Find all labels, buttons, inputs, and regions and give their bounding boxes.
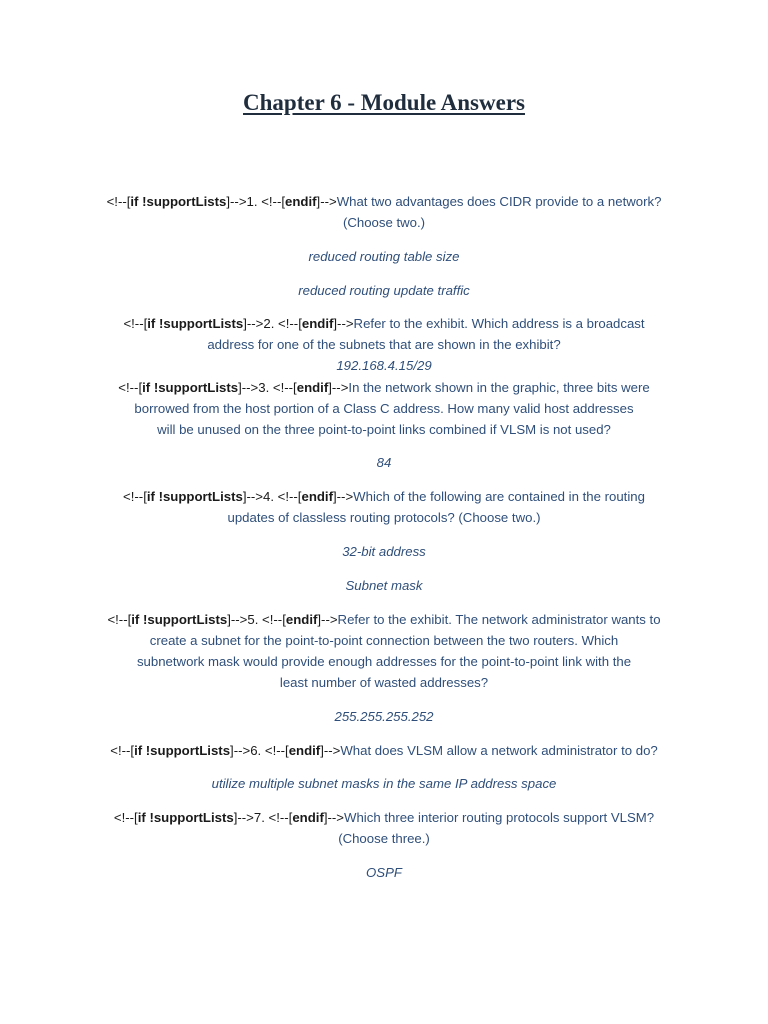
comment-condition: endif: [285, 194, 317, 209]
comment-close: ]-->: [233, 810, 254, 825]
comment-open: <!--[: [274, 316, 302, 331]
question-line: [0, 807, 768, 828]
page-title-text: Chapter 6 - Module Answers: [243, 90, 525, 115]
question-line: [0, 507, 768, 528]
question-text: What two advantages does CIDR provide to a network?: [336, 194, 662, 209]
question-block: [0, 191, 768, 233]
conditional-comment-prefix: [123, 316, 353, 331]
question-line: [0, 672, 768, 693]
question-line: [0, 740, 768, 761]
question-text: Refer to the exhibit. The network administrator wants to: [337, 612, 661, 627]
comment-condition: if !supportLists: [134, 743, 231, 758]
comment-condition: if !supportLists: [131, 612, 228, 627]
answer-block: [0, 541, 768, 562]
question-text: create a subnet for the point-to-point connection between the two routers. Which: [149, 633, 619, 648]
comment-open: <!--[: [257, 194, 286, 209]
comment-condition: endif: [296, 380, 329, 395]
question-line: [0, 486, 768, 507]
comment-condition: if !supportLists: [146, 489, 243, 504]
comment-condition: if !supportLists: [142, 380, 239, 395]
comment-open: <!--[: [106, 194, 131, 209]
answer-line: [0, 246, 768, 267]
answer-text: OSPF: [366, 865, 402, 880]
answer-block: [0, 246, 768, 267]
question-text: (Choose three.): [338, 831, 430, 846]
comment-open: <!--[: [274, 489, 302, 504]
question-number: 7.: [253, 810, 265, 825]
conditional-comment-prefix: [118, 380, 348, 395]
comment-open: <!--[: [258, 612, 286, 627]
answer-line: [0, 575, 768, 596]
question-block: [0, 740, 768, 761]
answer-line: [0, 452, 768, 473]
comment-condition: endif: [301, 316, 334, 331]
comment-open: <!--[: [113, 810, 138, 825]
question-text: Refer to the exhibit. Which address is a broadcast: [353, 316, 645, 331]
conditional-comment-prefix: [107, 612, 337, 627]
comment-open: <!--[: [123, 316, 148, 331]
comment-condition: if !supportLists: [130, 194, 227, 209]
question-line: [0, 828, 768, 849]
comment-open: <!--[: [107, 612, 132, 627]
comment-close: ]-->: [316, 194, 337, 209]
answer-text: reduced routing table size: [308, 249, 460, 264]
comment-close: ]-->: [333, 489, 354, 504]
question-number: 1.: [246, 194, 258, 209]
question-number: 4.: [263, 489, 274, 504]
comment-open: <!--[: [261, 743, 289, 758]
comment-close: ]-->: [323, 810, 345, 825]
question-line: [0, 377, 768, 398]
answer-text: Subnet mask: [345, 578, 423, 593]
answer-block: [0, 355, 768, 376]
comment-close: ]-->: [230, 743, 251, 758]
conditional-comment-prefix: [110, 743, 340, 758]
question-block: [0, 609, 768, 693]
comment-condition: if !supportLists: [137, 810, 234, 825]
question-number: 5.: [247, 612, 259, 627]
question-block: [0, 377, 768, 440]
question-text: (Choose two.): [342, 215, 426, 230]
answer-block: [0, 773, 768, 794]
conditional-comment-prefix: [114, 810, 344, 825]
comment-close: ]-->: [317, 612, 338, 627]
question-text: will be unused on the three point-to-point links combined if VLSM is not used?: [157, 422, 611, 437]
answer-block: [0, 862, 768, 883]
answer-block: [0, 452, 768, 473]
answer-block: [0, 706, 768, 727]
question-line: [0, 609, 768, 630]
comment-close: ]-->: [320, 743, 341, 758]
question-number: 2.: [263, 316, 275, 331]
question-text: borrowed from the host portion of a Class C address. How many valid host addresses: [134, 401, 634, 416]
answer-text: 84: [376, 455, 392, 470]
question-line: [0, 334, 768, 355]
question-text: updates of classless routing protocols? (Choose two.): [227, 510, 541, 525]
comment-condition: if !supportLists: [147, 316, 244, 331]
comment-open: <!--[: [118, 380, 143, 395]
question-line: [0, 630, 768, 651]
question-line: [0, 313, 768, 334]
comment-open: <!--[: [123, 489, 147, 504]
question-line: [0, 212, 768, 233]
comment-condition: endif: [285, 612, 318, 627]
answer-text: utilize multiple subnet masks in the same IP address space: [211, 776, 557, 791]
conditional-comment-prefix: [123, 489, 353, 504]
comment-condition: endif: [288, 743, 321, 758]
answer-line: [0, 862, 768, 883]
conditional-comment-prefix: [107, 194, 337, 209]
answer-text: 255.255.255.252: [334, 709, 434, 724]
comment-open: <!--[: [110, 743, 135, 758]
answer-line: [0, 280, 768, 301]
comment-close: ]-->: [242, 489, 263, 504]
answer-line: [0, 541, 768, 562]
question-line: [0, 419, 768, 440]
question-text: Which three interior routing protocols support VLSM?: [344, 810, 655, 825]
question-text: address for one of the subnets that are shown in the exhibit?: [207, 337, 561, 352]
question-text: least number of wasted addresses?: [279, 675, 489, 690]
comment-close: ]-->: [226, 194, 247, 209]
answer-text: 32-bit address: [342, 544, 426, 559]
comment-close: ]-->: [328, 380, 349, 395]
answer-line: [0, 706, 768, 727]
comment-open: <!--[: [269, 380, 297, 395]
answer-block: [0, 280, 768, 301]
question-line: [0, 191, 768, 212]
comment-condition: endif: [292, 810, 324, 825]
question-number: 6.: [250, 743, 262, 758]
comment-open: <!--[: [264, 810, 293, 825]
comment-close: ]-->: [238, 380, 259, 395]
question-line: [0, 651, 768, 672]
comment-close: ]-->: [227, 612, 248, 627]
question-text: Which of the following are contained in the routing: [353, 489, 645, 504]
answer-block: [0, 575, 768, 596]
comment-close: ]-->: [333, 316, 354, 331]
comment-close: ]-->: [243, 316, 264, 331]
answer-text: reduced routing update traffic: [298, 283, 470, 298]
question-block: [0, 486, 768, 528]
question-block: [0, 807, 768, 849]
question-text: In the network shown in the graphic, three bits were: [348, 380, 650, 395]
question-text: What does VLSM allow a network administrator to do?: [340, 743, 658, 758]
answer-text: 192.168.4.15/29: [336, 358, 432, 373]
comment-condition: endif: [301, 489, 333, 504]
question-number: 3.: [258, 380, 270, 395]
question-block: [0, 313, 768, 355]
answer-line: [0, 355, 768, 376]
question-text: subnetwork mask would provide enough addresses for the point-to-point link with the: [136, 654, 632, 669]
question-line: [0, 398, 768, 419]
answer-line: [0, 773, 768, 794]
page-title: [0, 88, 768, 118]
